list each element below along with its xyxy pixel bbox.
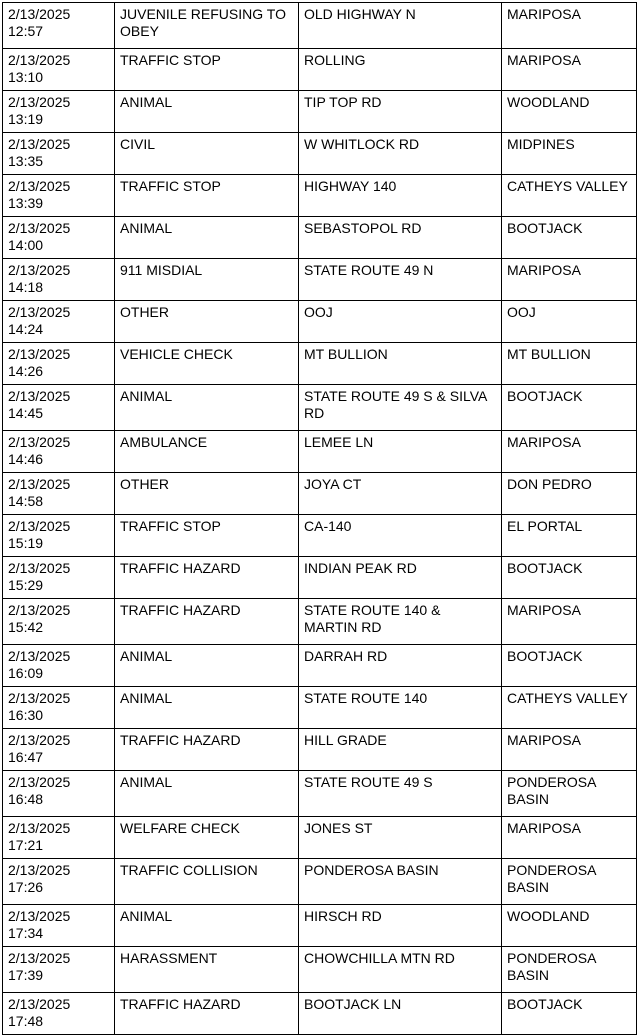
location-cell: STATE ROUTE 140 & MARTIN RD: [299, 599, 502, 645]
community-cell: PONDEROSA BASIN: [502, 771, 637, 817]
location-cell: PONDEROSA BASIN: [299, 859, 502, 905]
call-type-cell: OTHER: [115, 473, 299, 515]
location-cell: OLD HIGHWAY N: [299, 3, 502, 49]
table-row: [3, 859, 637, 905]
call-type-cell: CIVIL: [115, 133, 299, 175]
datetime-cell: 2/13/2025 16:30: [3, 687, 115, 729]
location-cell: JONES ST: [299, 817, 502, 859]
table-row: [3, 817, 637, 859]
datetime-cell: 2/13/2025 13:19: [3, 91, 115, 133]
call-type-cell: VEHICLE CHECK: [115, 343, 299, 385]
datetime-cell: 2/13/2025 15:29: [3, 557, 115, 599]
community-cell: BOOTJACK: [502, 385, 637, 431]
datetime-cell: 2/13/2025 14:26: [3, 343, 115, 385]
table-row: [3, 133, 637, 175]
community-cell: BOOTJACK: [502, 993, 637, 1035]
community-cell: WOODLAND: [502, 91, 637, 133]
table-row: [3, 993, 637, 1035]
call-type-cell: OTHER: [115, 301, 299, 343]
datetime-cell: 2/13/2025 17:21: [3, 817, 115, 859]
datetime-cell: 2/13/2025 12:57: [3, 3, 115, 49]
location-cell: INDIAN PEAK RD: [299, 557, 502, 599]
community-cell: MARIPOSA: [502, 259, 637, 301]
datetime-cell: 2/13/2025 14:00: [3, 217, 115, 259]
location-cell: STATE ROUTE 140: [299, 687, 502, 729]
community-cell: MARIPOSA: [502, 817, 637, 859]
table-row: [3, 91, 637, 133]
datetime-cell: 2/13/2025 15:42: [3, 599, 115, 645]
community-cell: MIDPINES: [502, 133, 637, 175]
table-row: [3, 49, 637, 91]
location-cell: W WHITLOCK RD: [299, 133, 502, 175]
table-row: [3, 343, 637, 385]
community-cell: PONDEROSA BASIN: [502, 859, 637, 905]
call-type-cell: ANIMAL: [115, 771, 299, 817]
datetime-cell: 2/13/2025 14:24: [3, 301, 115, 343]
datetime-cell: 2/13/2025 17:26: [3, 859, 115, 905]
location-cell: SEBASTOPOL RD: [299, 217, 502, 259]
community-cell: MARIPOSA: [502, 431, 637, 473]
table-row: [3, 3, 637, 49]
call-type-cell: TRAFFIC HAZARD: [115, 557, 299, 599]
community-cell: EL PORTAL: [502, 515, 637, 557]
datetime-cell: 2/13/2025 17:34: [3, 905, 115, 947]
datetime-cell: 2/13/2025 16:48: [3, 771, 115, 817]
location-cell: STATE ROUTE 49 N: [299, 259, 502, 301]
call-type-cell: TRAFFIC HAZARD: [115, 993, 299, 1035]
location-cell: DARRAH RD: [299, 645, 502, 687]
community-cell: MARIPOSA: [502, 3, 637, 49]
community-cell: PONDEROSA BASIN: [502, 947, 637, 993]
datetime-cell: 2/13/2025 16:47: [3, 729, 115, 771]
location-cell: HILL GRADE: [299, 729, 502, 771]
call-type-cell: TRAFFIC STOP: [115, 515, 299, 557]
call-type-cell: ANIMAL: [115, 687, 299, 729]
call-type-cell: HARASSMENT: [115, 947, 299, 993]
community-cell: MARIPOSA: [502, 599, 637, 645]
datetime-cell: 2/13/2025 13:10: [3, 49, 115, 91]
table-row: [3, 905, 637, 947]
table-row: [3, 175, 637, 217]
location-cell: JOYA CT: [299, 473, 502, 515]
table-row: [3, 301, 637, 343]
table-row: [3, 431, 637, 473]
datetime-cell: 2/13/2025 13:39: [3, 175, 115, 217]
call-type-cell: TRAFFIC STOP: [115, 49, 299, 91]
call-type-cell: JUVENILE REFUSING TO OBEY: [115, 3, 299, 49]
location-cell: ROLLING: [299, 49, 502, 91]
call-type-cell: TRAFFIC COLLISION: [115, 859, 299, 905]
table-row: [3, 687, 637, 729]
table-row: [3, 771, 637, 817]
location-cell: HIGHWAY 140: [299, 175, 502, 217]
location-cell: STATE ROUTE 49 S: [299, 771, 502, 817]
table-row: [3, 473, 637, 515]
community-cell: CATHEYS VALLEY: [502, 687, 637, 729]
location-cell: OOJ: [299, 301, 502, 343]
call-type-cell: TRAFFIC STOP: [115, 175, 299, 217]
table-row: [3, 947, 637, 993]
table-row: [3, 515, 637, 557]
community-cell: BOOTJACK: [502, 557, 637, 599]
location-cell: CHOWCHILLA MTN RD: [299, 947, 502, 993]
community-cell: MT BULLION: [502, 343, 637, 385]
community-cell: BOOTJACK: [502, 217, 637, 259]
call-type-cell: ANIMAL: [115, 905, 299, 947]
call-type-cell: TRAFFIC HAZARD: [115, 729, 299, 771]
location-cell: TIP TOP RD: [299, 91, 502, 133]
call-type-cell: ANIMAL: [115, 91, 299, 133]
datetime-cell: 2/13/2025 14:46: [3, 431, 115, 473]
datetime-cell: 2/13/2025 14:18: [3, 259, 115, 301]
datetime-cell: 2/13/2025 17:48: [3, 993, 115, 1035]
community-cell: DON PEDRO: [502, 473, 637, 515]
location-cell: LEMEE LN: [299, 431, 502, 473]
community-cell: CATHEYS VALLEY: [502, 175, 637, 217]
community-cell: MARIPOSA: [502, 729, 637, 771]
datetime-cell: 2/13/2025 16:09: [3, 645, 115, 687]
table-row: [3, 729, 637, 771]
call-type-cell: ANIMAL: [115, 385, 299, 431]
table-row: [3, 557, 637, 599]
call-type-cell: AMBULANCE: [115, 431, 299, 473]
call-type-cell: WELFARE CHECK: [115, 817, 299, 859]
table-row: [3, 645, 637, 687]
community-cell: OOJ: [502, 301, 637, 343]
call-type-cell: 911 MISDIAL: [115, 259, 299, 301]
datetime-cell: 2/13/2025 15:19: [3, 515, 115, 557]
table-row: [3, 599, 637, 645]
call-log-table: [2, 2, 637, 1035]
call-log-body: [3, 3, 637, 1035]
call-type-cell: TRAFFIC HAZARD: [115, 599, 299, 645]
table-row: [3, 385, 637, 431]
table-row: [3, 259, 637, 301]
community-cell: BOOTJACK: [502, 645, 637, 687]
location-cell: BOOTJACK LN: [299, 993, 502, 1035]
community-cell: WOODLAND: [502, 905, 637, 947]
location-cell: CA-140: [299, 515, 502, 557]
datetime-cell: 2/13/2025 14:45: [3, 385, 115, 431]
location-cell: HIRSCH RD: [299, 905, 502, 947]
call-type-cell: ANIMAL: [115, 217, 299, 259]
call-type-cell: ANIMAL: [115, 645, 299, 687]
datetime-cell: 2/13/2025 13:35: [3, 133, 115, 175]
datetime-cell: 2/13/2025 17:39: [3, 947, 115, 993]
location-cell: STATE ROUTE 49 S & SILVA RD: [299, 385, 502, 431]
table-row: [3, 217, 637, 259]
datetime-cell: 2/13/2025 14:58: [3, 473, 115, 515]
community-cell: MARIPOSA: [502, 49, 637, 91]
location-cell: MT BULLION: [299, 343, 502, 385]
